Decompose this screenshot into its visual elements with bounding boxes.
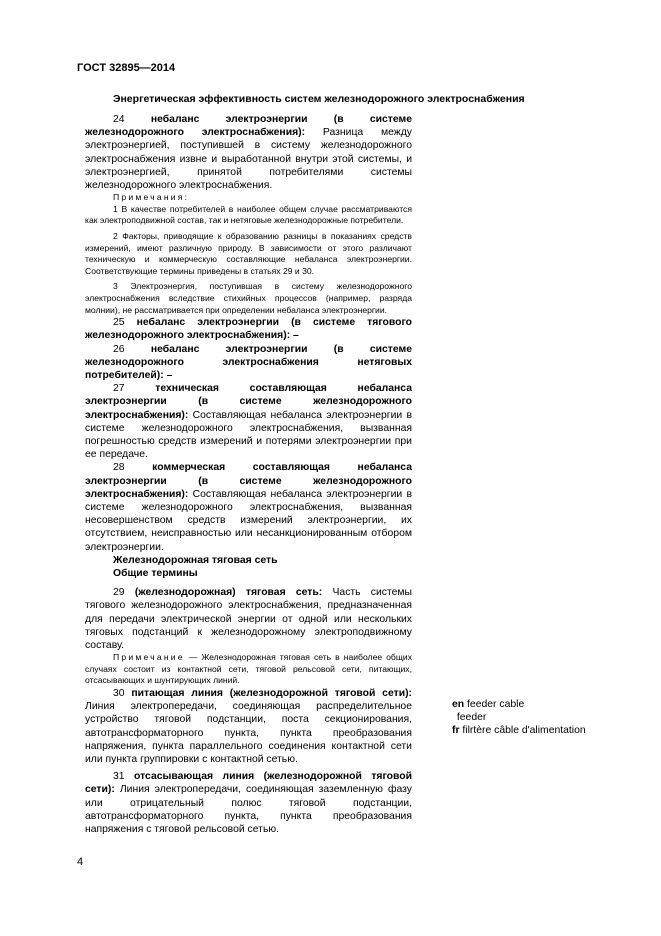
term-definition: – (293, 330, 299, 342)
term-name: небаланс электроэнергии (в системе тягового железнодорожного электроснабжения): (85, 317, 412, 342)
term-number: 29 (113, 587, 125, 599)
term-28 (85, 461, 412, 553)
page-number: 4 (77, 856, 84, 868)
term-name: небаланс электроэнергии (в системе железнодорожного электроснабжения): (85, 114, 413, 139)
term-name: коммерческая составляющая небаланса электроэнергии (в системе железнодорожного электроснабжения): (85, 462, 412, 500)
note-29: Примечание — Железнодорожная тяговая сеть в наиболее общих случаях состоит из контактной сети, тяговой рельсовой сети, питающих, отсасывающих и шунтирующих линий. (85, 652, 412, 686)
term-25 (85, 316, 412, 342)
term-definition: Составляющая небаланса электроэнергии в системе железнодорожного электроснабжения, вызванная погрешностью средств измерений и потерями электроэнергии при ее передаче. (85, 409, 412, 461)
term-number: 31 (113, 771, 125, 783)
term-name: небаланс электроэнергии (в системе железнодорожного электроснабжения нетяговых потребителей): (85, 343, 413, 381)
term-definition: Линия электропередачи, соединяющая заземленную фазу или отрицательный полюс тяговой подстанции, автотрансформаторного пункта, пункта преобразования напряжения с тяговой рельсовой сетью. (85, 784, 412, 836)
term-number: 26 (113, 343, 125, 355)
term-31 (85, 770, 412, 836)
term-name: техническая составляющая небаланса электроэнергии (в системе железнодорожного электроснабжения): (85, 383, 412, 421)
term-definition: Разница между электроэнергией, поступившей в систему железнодорожного электроснабжения извне и выработанной внутри этой системы, и электроэнергией, принятой потребителями системы железнодорожного электроснабжения. (85, 127, 412, 192)
term-definition: Линия электропередачи, соединяющая распределительное устройство тяговой подстанции, поста секционирования, автотрансформаторного пункта, пункта преобразования напряжения, пункта параллельного соединения контактной сети или пункта группировки с контактной сетью. (85, 701, 412, 766)
section-title: Энергетическая эффективность систем железнодорожного электроснабжения (113, 93, 525, 105)
note-3: 3 Электроэнергия, поступившая в систему железнодорожного электроснабжения вследствие стихийных процессов (например, разряда молнии), не рассматривается при определении небаланса электроэнергии. (85, 281, 412, 315)
term-definition: Составляющая небаланса электроэнергии в системе железнодорожного электроснабжения, вызванная несовершенством средств измерений электроэнергии, их отсутствием, неисправностью или несанкционированным отбором электроэнергии. (85, 488, 412, 553)
term-definition: Часть системы тягового железнодорожного электроснабжения, предназначенная для передачи электрической энергии от одной или нескольких тяговых подстанций к железнодорожному электроподвижному составу. (85, 587, 413, 652)
term-number: 30 (113, 688, 125, 700)
term-definition: – (166, 369, 173, 381)
note-2: 2 Факторы, приводящие к образованию разницы в показаниях средств измерений, имеют различную природу. В зависимости от этого различают техническую и коммерческую составляющие небаланса электроэнергии. Соответствующие термины приведены в статьях 29 и 30. (85, 231, 412, 276)
term-name: питающая линия (железнодорожной тяговой сети): (131, 688, 413, 700)
term-number: 27 (113, 383, 125, 395)
note-1: 1 В качестве потребителей в наиболее общем случае рассматриваются как электроподвижной состав, так и нетяговые железнодорожные потребители. (85, 203, 412, 226)
term-number: 24 (113, 114, 125, 125)
term-number: 28 (113, 462, 125, 474)
term-24 (85, 113, 412, 192)
notes-label: Примечания: (113, 192, 190, 203)
term-name: (железнодорожная) тяговая сеть: (134, 587, 323, 599)
term-name: отсасывающая линия (железнодорожной тяговой сети): (85, 771, 412, 796)
term-27 (85, 382, 412, 461)
foreign-equivalents (452, 698, 586, 738)
subsection-subtitle: Общие термины (113, 568, 198, 580)
term-29 (85, 586, 412, 652)
equivalent-en-1: en feeder cable (452, 699, 525, 710)
term-30 (85, 687, 412, 766)
subsection-title: Железнодорожная тяговая сеть (113, 554, 278, 566)
equivalent-fr: fr filrtère câble d'alimentation (452, 725, 586, 737)
document-header: ГОСТ 32895—2014 (77, 62, 176, 74)
term-26 (85, 343, 412, 383)
term-number: 25 (113, 317, 125, 329)
terms-column (85, 113, 412, 836)
equivalent-en-2: feeder (456, 712, 487, 724)
